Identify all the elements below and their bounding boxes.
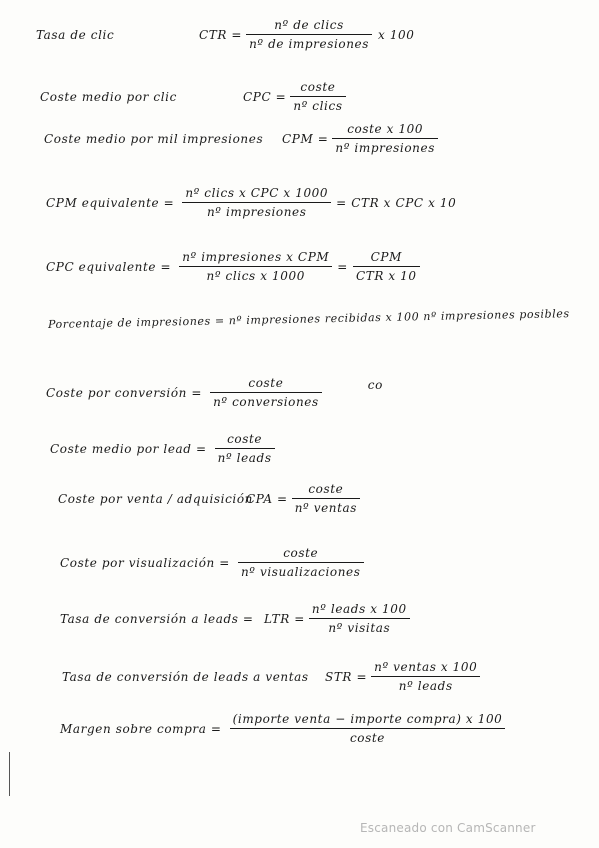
formula-lhs: CPC = xyxy=(243,89,287,104)
fraction xyxy=(238,546,364,579)
fraction-bar xyxy=(353,266,420,267)
denominator: nº impresiones xyxy=(335,141,435,155)
multiplier: x 100 xyxy=(378,27,415,42)
formula-label: Coste medio por mil impresiones xyxy=(44,131,264,146)
fraction-bar xyxy=(215,448,275,449)
denominator: coste xyxy=(349,731,386,745)
equals-sign: = xyxy=(337,259,348,274)
denominator: nº ventas xyxy=(294,501,358,515)
fraction-bar xyxy=(238,562,364,563)
formula-lhs: CTR = xyxy=(199,27,243,42)
numerator: coste xyxy=(300,80,336,94)
formula-label: Coste medio por clic xyxy=(40,89,177,104)
scan-edge-line xyxy=(9,752,10,796)
denominator: nº clics x 1000 xyxy=(206,269,305,283)
formula-porcentaje-impresiones xyxy=(48,307,570,331)
margin-note: co xyxy=(367,377,383,392)
camscanner-watermark: Escaneado con CamScanner xyxy=(360,821,536,835)
denominator: nº visitas xyxy=(328,621,391,635)
formula-cpm xyxy=(44,122,438,155)
fraction-bar xyxy=(182,202,331,203)
fraction xyxy=(210,376,322,409)
formula-lhs: LTR = xyxy=(264,611,305,626)
formula-ltr xyxy=(60,602,410,635)
denominator: nº leads xyxy=(398,679,453,693)
formula-label: Coste por venta / adquisición xyxy=(58,491,254,506)
fraction-bar xyxy=(292,498,360,499)
numerator: coste xyxy=(248,376,284,390)
fraction-bar xyxy=(371,676,480,677)
numerator: nº leads x 100 xyxy=(311,602,407,616)
formula-label: Coste por visualización = xyxy=(60,555,230,570)
formula-label: CPC equivalente = xyxy=(46,259,172,274)
fraction xyxy=(309,602,410,635)
formula-margen-compra xyxy=(60,712,505,745)
fraction xyxy=(230,712,506,745)
numerator: nº ventas x 100 xyxy=(374,660,478,674)
fraction xyxy=(371,660,480,693)
formula-lhs: STR = xyxy=(325,669,368,684)
formula-label: Margen sobre compra = xyxy=(60,721,222,736)
denominator: nº clics xyxy=(293,99,343,113)
formula-cpc-equivalente xyxy=(46,250,420,283)
fraction xyxy=(292,482,360,515)
fraction xyxy=(353,250,420,283)
formula-cpc xyxy=(40,80,346,113)
formula-label: Tasa de clic xyxy=(36,27,115,42)
formula-coste-visualizacion xyxy=(60,546,364,579)
numerator: coste xyxy=(308,482,344,496)
fraction xyxy=(215,432,275,465)
fraction-bar xyxy=(179,266,332,267)
fraction-bar xyxy=(246,34,372,35)
fraction xyxy=(179,250,332,283)
numerator: nº impresiones x CPM xyxy=(182,250,330,264)
denominator: nº conversiones xyxy=(213,395,319,409)
fraction-bar xyxy=(290,96,345,97)
fraction-bar xyxy=(210,392,322,393)
numerator: coste x 100 xyxy=(347,122,424,136)
equivalent-expression: = CTR x CPC x 10 xyxy=(336,195,457,210)
formula-lhs: CPM = xyxy=(282,131,329,146)
numerator: coste xyxy=(283,546,319,560)
formula-label: Tasa de conversión a leads = xyxy=(60,611,254,626)
fraction xyxy=(332,122,438,155)
denominator: nº de impresiones xyxy=(249,37,370,51)
formula-label: Coste por conversión = xyxy=(46,385,203,400)
numerator: coste xyxy=(227,432,263,446)
formula-text: Porcentaje de impresiones = nº impresiones recibidas x 100 nº impresiones posibles xyxy=(47,307,570,331)
denominator: CTR x 10 xyxy=(355,269,417,283)
numerator: nº clics x CPC x 1000 xyxy=(185,186,329,200)
formula-label: Coste medio por lead = xyxy=(50,441,207,456)
formula-label: Tasa de conversión de leads a ventas xyxy=(62,669,309,684)
numerator: nº de clics xyxy=(274,18,344,32)
numerator: (importe venta − importe compra) x 100 xyxy=(232,712,503,726)
formula-coste-conversion xyxy=(46,376,383,409)
formula-cpm-equivalente xyxy=(46,186,461,219)
fraction-bar xyxy=(309,618,410,619)
formula-cpa xyxy=(58,482,360,515)
denominator: nº visualizaciones xyxy=(240,565,361,579)
numerator: CPM xyxy=(370,250,402,264)
fraction-bar xyxy=(332,138,438,139)
formula-str xyxy=(62,660,480,693)
denominator: nº impresiones xyxy=(206,205,307,219)
formula-ctr xyxy=(36,18,415,51)
fraction-bar xyxy=(230,728,506,729)
denominator: nº leads xyxy=(217,451,272,465)
fraction xyxy=(290,80,345,113)
formula-label: CPM equivalente = xyxy=(46,195,175,210)
formula-lhs: CPA = xyxy=(246,491,288,506)
formula-coste-lead xyxy=(50,432,275,465)
fraction xyxy=(182,186,331,219)
fraction xyxy=(246,18,372,51)
